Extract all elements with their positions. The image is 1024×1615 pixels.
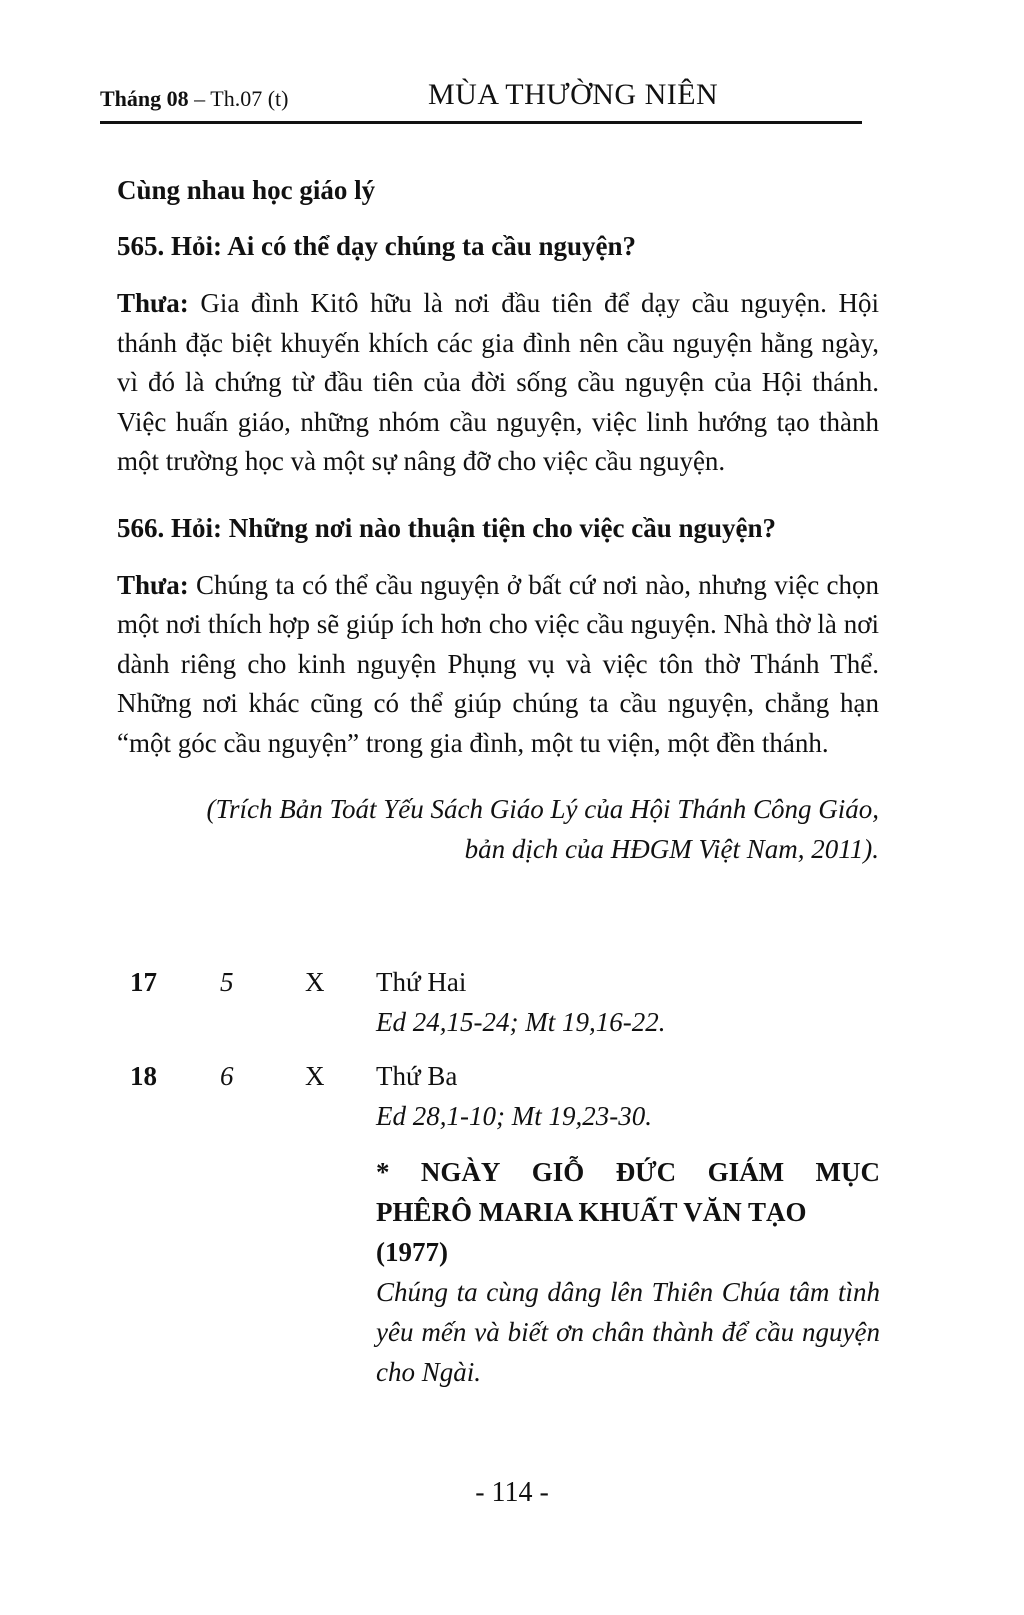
entry-weekday-number: 6 [220,1061,234,1091]
header-divider [100,121,862,124]
page-number: - 114 - [475,1477,549,1508]
calendar-entry [130,962,880,1056]
title-word: NGÀY [420,1157,501,1187]
anniversary-text: Chúng ta cùng dâng lên Thiên Chúa tâm tình yêu mến và biết ơn chân thành để cầu nguyện cho Ngài. [376,1277,880,1387]
entry-body [376,1056,880,1136]
entry-liturgical-color: X [305,1061,325,1091]
catechism-section [117,170,879,869]
entry-readings: Ed 28,1-10; Mt 19,23-30. [376,1101,652,1131]
entry-day: 17 [130,967,157,997]
entry-day-name: Thứ Ba [376,1061,458,1091]
page-header [100,78,862,118]
answer-565 [117,284,879,482]
anniversary-title-line-2: PHÊRÔ MARIA KHUẤT VĂN TẠO [376,1197,807,1227]
title-word: GIÁM [707,1157,785,1187]
title-word: ĐỨC [615,1157,677,1187]
calendar-entry [130,1056,880,1150]
title-word: GIỖ [531,1157,585,1187]
citation-line-2: bản dịch của HĐGM Việt Nam, 2011). [464,834,879,864]
anniversary-title-line-1 [376,1152,880,1192]
title-word: MỤC [815,1157,880,1187]
entry-day: 18 [130,1061,157,1091]
citation [117,789,879,869]
entry-weekday-number: 5 [220,967,234,997]
header-month-suffix: – Th.07 (t) [188,86,289,111]
entry-readings: Ed 24,15-24; Mt 19,16-22. [376,1007,666,1037]
header-month [100,86,288,112]
entry-body [376,962,880,1042]
question-566: 566. Hỏi: Những nơi nào thuận tiện cho việc cầu nguyện? [117,512,776,543]
answer-label: Thưa: [117,569,189,600]
question-565: 565. Hỏi: Ai có thể dạy chúng ta cầu nguyện? [117,231,637,261]
section-title: Cùng nhau học giáo lý [117,175,376,205]
entry-liturgical-color: X [305,967,325,997]
answer-text: Gia đình Kitô hữu là nơi đầu tiên để dạy cầu nguyện. Hội thánh đặc biệt khuyến khích các gia đình nên cầu nguyện hằng ngày, vì đó là chứng từ đầu tiên của đời sống cầu nguyện của Hội thánh. Việc huấn giáo, những nhóm cầu nguyện, việc linh hướng tạo thành một trường học và một sự nâng đỡ cho việc cầu nguyện. [117,288,879,476]
citation-line-1: (Trích Bản Toát Yếu Sách Giáo Lý của Hội Thánh Công Giáo, [206,794,879,824]
answer-566 [117,566,879,764]
anniversary-note [376,1152,880,1392]
anniversary-title [376,1152,880,1272]
answer-label: Thưa: [117,288,189,318]
title-word: * [376,1157,390,1187]
header-title: MÙA THƯỜNG NIÊN [428,78,719,111]
anniversary-title-line-3: (1977) [376,1237,448,1267]
entry-day-name: Thứ Hai [376,967,467,997]
answer-text: Chúng ta có thể cầu nguyện ở bất cứ nơi nào, nhưng việc chọn một nơi thích hợp sẽ giúp ích hơn cho việc cầu nguyện. Nhà thờ là nơi dành riêng cho kinh nguyện Phụng vụ và việc tôn thờ Thánh Thể. Những nơi khác cũng có thể giúp chúng ta cầu nguyện, chẳng hạn “một góc cầu nguyện” trong gia đình, một tu viện, một đền thánh. [117,569,879,758]
header-month-label: Tháng 08 [100,86,189,111]
calendar-entries [130,962,880,1150]
